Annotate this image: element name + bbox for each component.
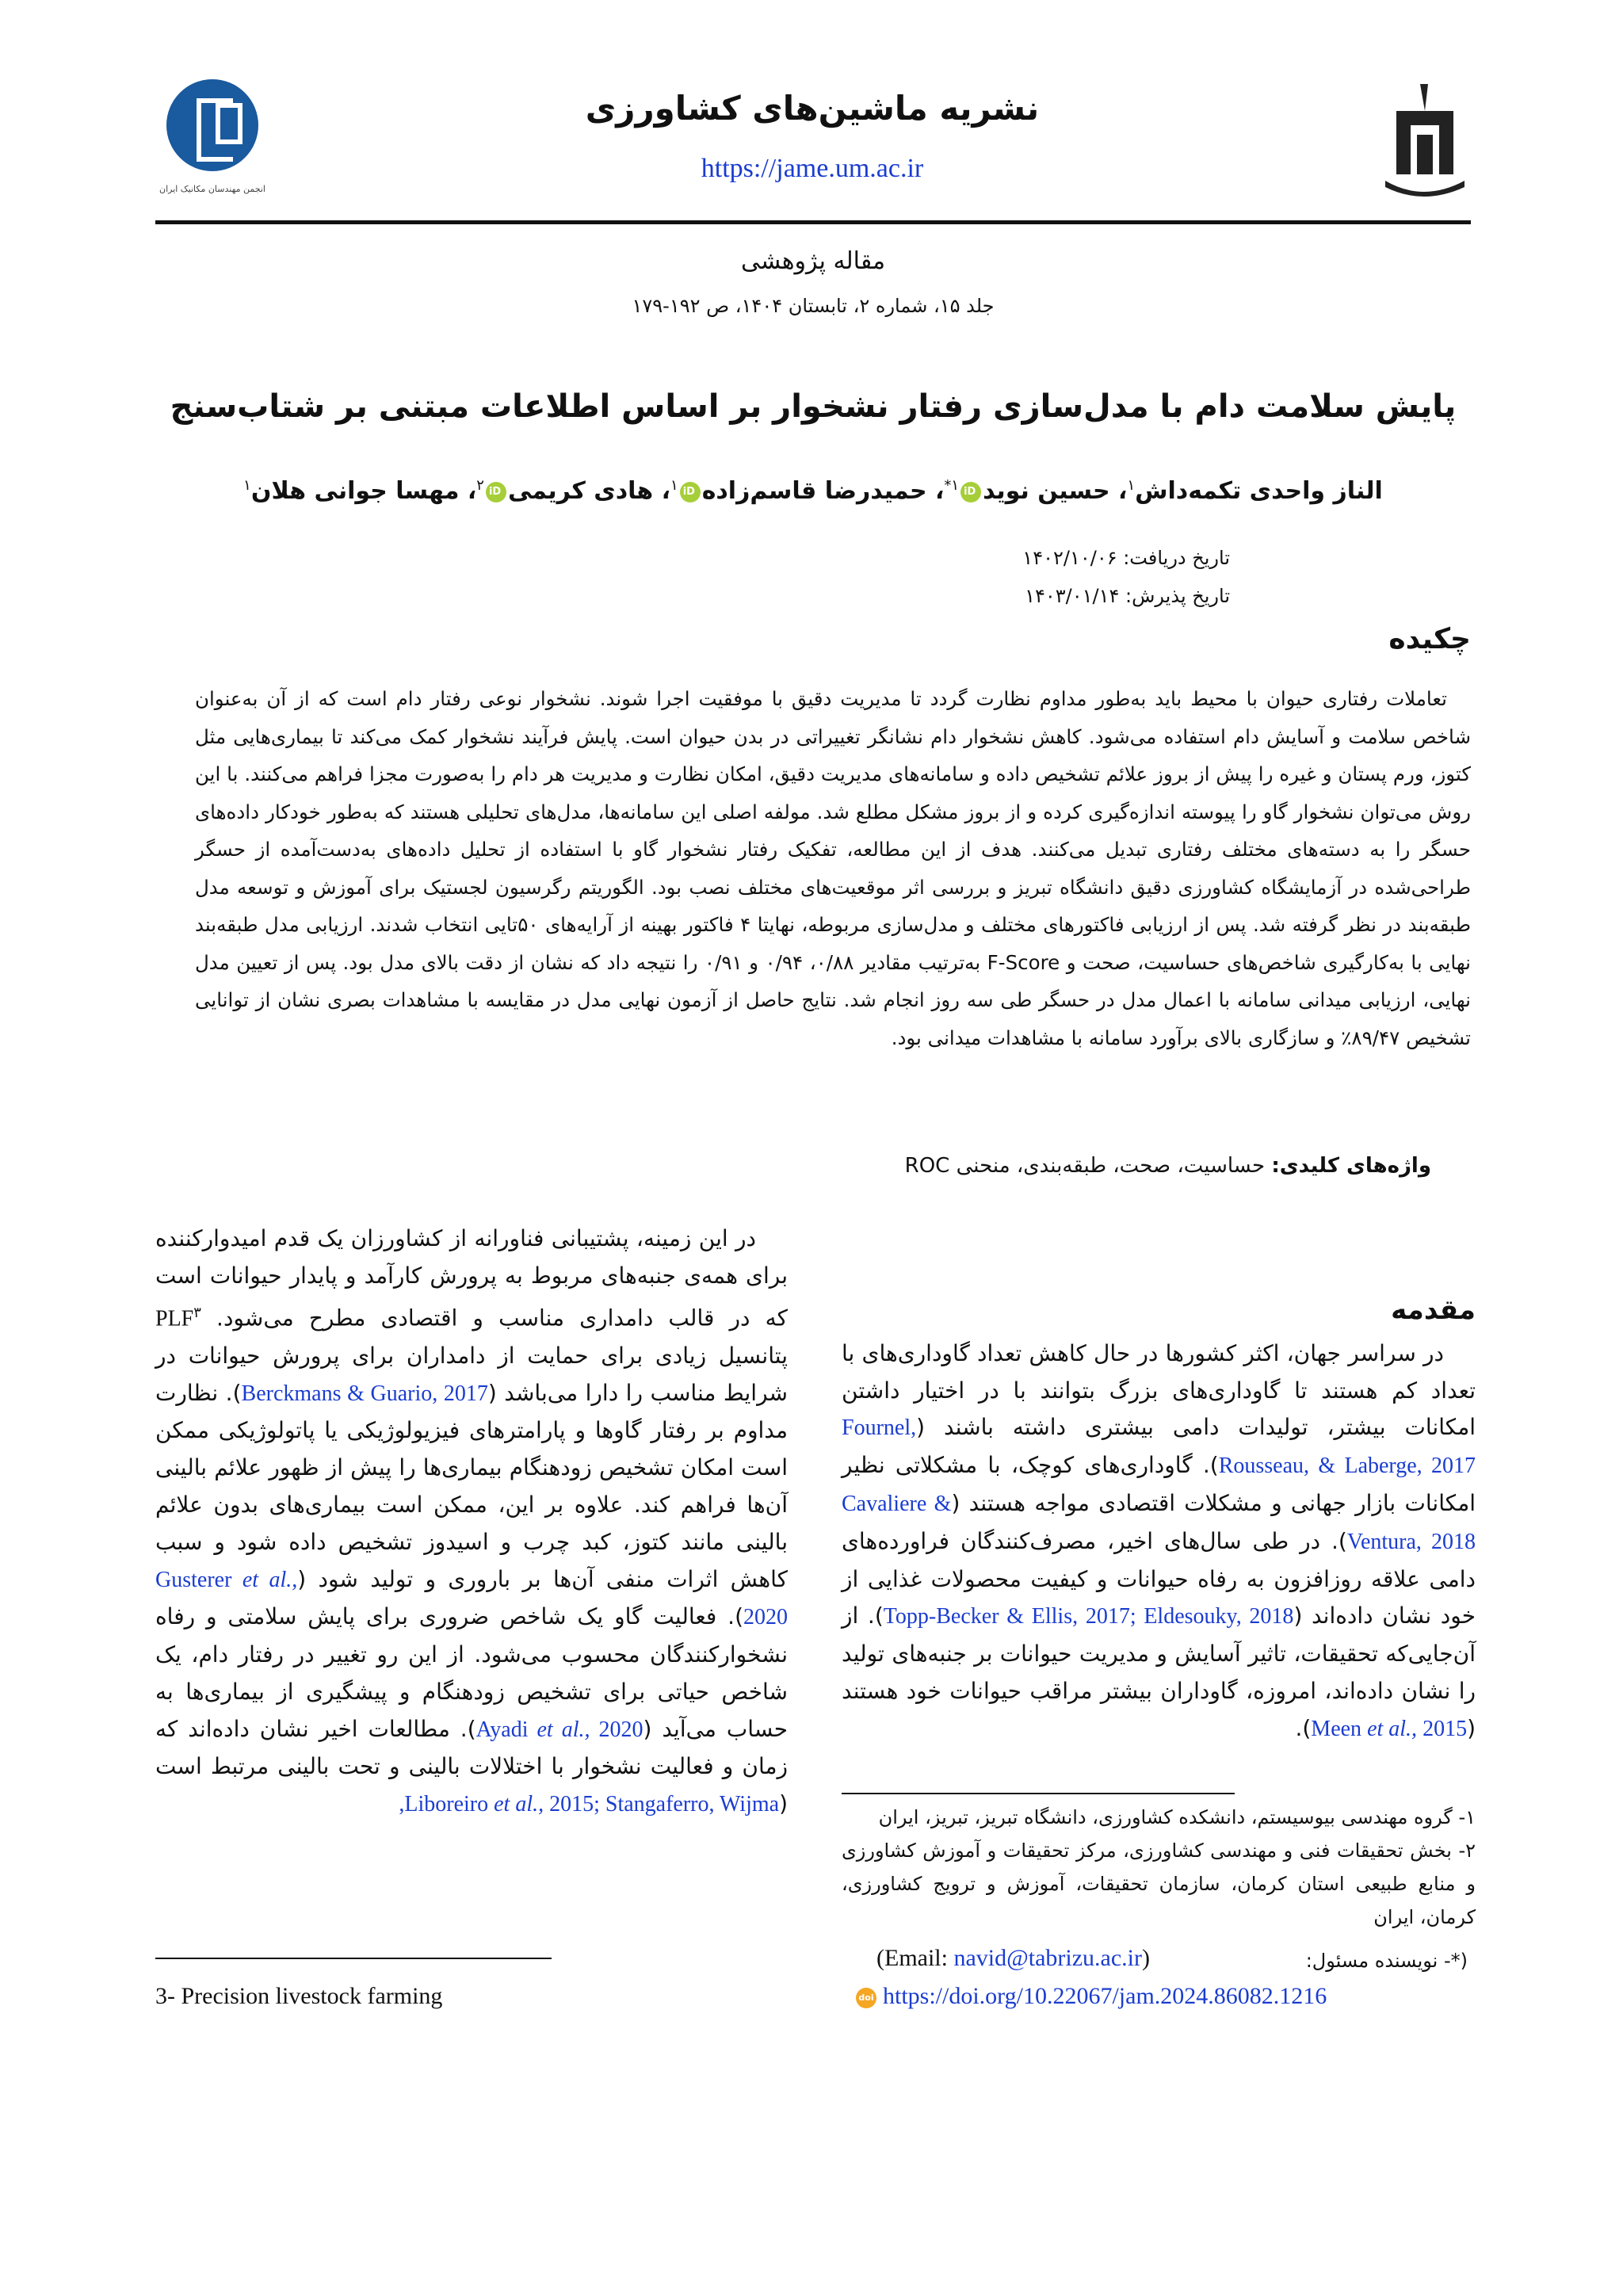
- article-type: مقاله پژوهشی: [740, 247, 886, 275]
- footnote-rule-right: [842, 1793, 1235, 1794]
- logo-caption: انجمن مهندسان مکانیک ایران: [158, 184, 265, 194]
- author-2: حسین نوید: [983, 477, 1110, 505]
- citation-link[interactable]: Gusterer et al., 2020: [155, 1567, 788, 1630]
- citation-link[interactable]: Berckmans & Guario, 2017: [241, 1381, 488, 1406]
- orcid-icon[interactable]: [960, 482, 981, 502]
- author-1: الناز واحدی تکمه‌داش: [1135, 477, 1383, 505]
- email-line: (Email: navid@tabrizu.ac.ir): [876, 1945, 1151, 1971]
- footnote-rule-left: [155, 1958, 552, 1959]
- email-link[interactable]: navid@tabrizu.ac.ir: [953, 1945, 1143, 1971]
- intro-column-right: [842, 1292, 1476, 1748]
- author-3: حمیدرضا قاسم‌زاده: [701, 477, 927, 505]
- citation-link[interactable]: Cavaliere & Ventura, 2018: [842, 1491, 1476, 1554]
- citation-link[interactable]: Ayadi et al., 2020: [475, 1717, 643, 1742]
- author-5: مهسا جوانی هلان: [250, 477, 460, 505]
- footnote-1: ۱- گروه مهندسی بیوسیستم، دانشکده کشاورزی، دانشگاه تبریز، تبریز، ایران: [878, 1806, 1476, 1828]
- society-logo: [155, 79, 269, 218]
- abstract-text: تعاملات رفتاری حیوان با محیط باید به‌طور مداوم نظارت گردد تا مدیریت دقیق با موفقیت اجرا شوند. نشخوار نوعی رفتار دام است که از آن به‌عنوان شاخص سلامت و آسایش دام استفاده می‌شود. کاهش نشخوار دام نشانگر تغییراتی در بدن حیوان است. پایش فرآیند نشخوار کمک می‌کند تا بیماری‌هایی مثل کتوز، ورم پستان و غیره را پیش از بروز علائم تشخیص داده و سامانه‌های مدیریت دقیق، امکان نظارت و مدیریت هر دام را به‌صورت مجزا فراهم می‌کنند. با این روش می‌توان نشخوار گاو را پیوسته اندازه‌گیری کرده و از بروز مشکل مطلع شد. مولفه اصلی این سامانه‌ها، مدل‌های تحلیلی هستند که به‌طور خودکار داده‌های حسگر را به دسته‌های مختلف رفتاری تبدیل می‌کنند. هدف از این مطالعه، تفکیک رفتار نشخوار گاو با استفاده از تحلیل داده‌های به‌دست‌آمده از حسگر طراحی‌شده در آزمایشگاه کشاورزی دقیق دانشگاه تبریز و بررسی اثر موقعیت‌های مختلف نصب بود. الگوریتم رگرسیون لجستیک برای آموزش و توسعه مدل طبقه‌بند در نظر گرفته شد. پس از ارزیابی فاکتورهای مختلف و مدل‌سازی مربوطه، نهایتا ۴ فاکتور بهینه از آرایه‌های ۵۰تایی انتخاب شدند. ارزیابی مدل طبقه‌بند نهایی با به‌کارگیری شاخص‌های حساسیت، صحت و F-Score به‌ترتیب مقادیر ۰/۸۸، ۰/۹۴ و ۰/۹۱ را نتیجه داد که نشان از دقت بالای مدل بود. پس از تعیین مدل نهایی، ارزیابی میدانی سامانه با اعمال مدل در حسگر طی سه روز انجام شد. نتایج حاصل از آزمون نهایی مدل در مقایسه با مشاهدات بصری نشان از توانایی تشخیص ۸۹/۴۷٪ و سازگاری بالای برآورد سامانه با مشاهدات میدانی بود.: [195, 687, 1472, 1049]
- intro-column-left: [155, 1221, 788, 1824]
- keywords-list: حساسیت، صحت، طبقه‌بندی، منحنی ROC: [904, 1154, 1266, 1178]
- keywords-label: واژه‌های کلیدی:: [1271, 1154, 1431, 1178]
- doi-icon: doi: [856, 1988, 876, 2008]
- intro-paragraph-1: در سراسر جهان، اکثر کشورها در حال کاهش تعداد گاوداری‌های با تعداد کم هستند تا گاوداری‌های بزرگ بتوانند با در اختیار داشتن امکانات بیشتر، تولیدات دامی بیشتری داشته باشند (Fournel, Rousseau, & Laberge, 2017). گاوداری‌های کوچک، با مشکلاتی نظیر امکانات بازار جهانی و مشکلات اقتصادی مواجه هستند (Cavaliere & Ventura, 2018). در طی سال‌های اخیر، مصرف‌کنندگان فراورده‌های دامی علاقه روزافزون به رفاه حیوانات و کیفیت محصولات غذایی از خود نشان داده‌اند (Topp-Becker & Ellis, 2017; Eldesouky, 2018). از آن‌جایی‌که تحقیقات، تاثیر آسایش و مدیریت حیوانات بر جنبه‌های تولید را نشان داده‌اند، امروزه، گاوداران بیشتر مراقب حیوانات خود هستند (Meen et al., 2015).: [842, 1339, 1476, 1741]
- header-rule: [155, 220, 1471, 224]
- author-5-affiliation: ۱: [243, 477, 251, 494]
- author-3-affiliation: ۱: [670, 477, 678, 494]
- intro-paragraph-2: در این زمینه، پشتیبانی فناورانه از کشاورزان یک قدم امیدوارکننده برای همه‌ی جنبه‌های مربوط به پرورش کارآمد و پایدار حیوانات است که در قالب دامداری مناسب و اقتصادی مطرح می‌شود. PLF$^۳$ پتانسیل زیادی برای حمایت از دامداران برای پرورش حیوانات در شرایط مناسب را دارا می‌باشد (Berckmans & Guario, 2017). نظارت مداوم بر رفتار گاوها و پارامترهای فیزیولوژیکی یا پاتولوژیکی ممکن است امکان تشخیص زودهنگام بیماری‌ها را پیش از ظهور علائم بالینی آن‌ها فراهم کند. علاوه بر این، ممکن است بیماری‌های بدون علائم بالینی مانند کتوز، کبد چرب و اسیدوز تشخیص داده شود و سبب کاهش اثرات منفی آن‌ها بر باروری و تولید شود (Gusterer et al., 2020). فعالیت گاو یک شاخص ضروری برای پایش سلامتی و رفاه نشخوارکنندگان محسوب می‌شود. از این رو تغییر در رفتار دام، یک شاخص حیاتی برای تشخیص زودهنگام و پیشگیری از بیماری‌ها به حساب می‌آید (Ayadi et al., 2020). مطالعات اخیر نشان داده‌اند که زمان و فعالیت نشخوار با اختلالات بالینی و تحت بالینی مرتبط است (Liboreiro et al., 2015; Stangaferro, Wijma,: [155, 1225, 789, 1817]
- date-received: تاریخ دریافت: ۱۴۰۲/۱۰/۰۶: [1022, 547, 1230, 569]
- abstract-heading: چکیده: [1388, 623, 1471, 655]
- journal-name: نشریه ماشین‌های کشاورزی: [585, 89, 1040, 128]
- corresponding-label: (*- نویسنده مسئول:: [1305, 1950, 1468, 1972]
- author-1-affiliation: ۱: [1127, 477, 1136, 494]
- author-4-affiliation: ۲: [476, 477, 484, 494]
- abstract-body: [195, 680, 1471, 1056]
- author-4: هادی کریمی: [507, 477, 654, 505]
- citation-link[interactable]: Liboreiro et al., 2015; Stangaferro, Wijma,: [399, 1792, 780, 1817]
- citation-link[interactable]: Meen et al., 2015: [1311, 1716, 1468, 1741]
- footnote-ref-3: ۳: [193, 1304, 201, 1321]
- orcid-icon[interactable]: [680, 482, 701, 502]
- keywords: [713, 1154, 1431, 1178]
- date-accepted: تاریخ پذیرش: ۱۴۰۳/۰۱/۱۴: [1025, 585, 1230, 607]
- doi-url[interactable]: https://doi.org/10.22067/jam.2024.86082.1216: [883, 1983, 1327, 2009]
- plf-term: PLF: [155, 1305, 194, 1331]
- volume-info: جلد ۱۵، شماره ۲، تابستان ۱۴۰۴، ص ۱۹۲-۱۷۹: [632, 295, 995, 317]
- citation-link[interactable]: Topp-Becker & Ellis, 2017; Eldesouky, 2018: [883, 1604, 1294, 1629]
- paper-title: پایش سلامت دام با مدل‌سازی رفتار نشخوار بر اساس اطلاعات مبتنی بر شتاب‌سنج: [170, 388, 1457, 425]
- author-list: الناز واحدی تکمه‌داش$^۱$، حسین نویدiD$^{۱*}$، حمیدرضا قاسم‌زادهiD$^۱$، هادی کریمیiD$^۲$، مهسا جوانی هلان$^۱$: [155, 477, 1471, 505]
- logo-circle: [166, 79, 258, 171]
- author-2-affiliation: ۱*: [944, 477, 960, 494]
- footnotes-right: [842, 1801, 1476, 1934]
- orcid-icon[interactable]: [486, 482, 506, 502]
- footnote-3: 3- Precision livestock farming: [155, 1983, 443, 2009]
- doi-link[interactable]: [856, 1983, 1327, 2010]
- university-logo-icon: [1373, 79, 1474, 206]
- journal-url-link[interactable]: https://jame.um.ac.ir: [701, 154, 924, 183]
- footnote-2: ۲- بخش تحقیقات فنی و مهندسی کشاورزی، مرکز تحقیقات و آموزش کشاورزی و منابع طبیعی استان کرمان، سازمان تحقیقات، آموزش و ترویج کشاورزی، کرمان، ایران: [842, 1839, 1476, 1928]
- intro-heading: مقدمه: [1391, 1294, 1476, 1326]
- citation-link[interactable]: Fournel, Rousseau, & Laberge, 2017: [842, 1415, 1476, 1479]
